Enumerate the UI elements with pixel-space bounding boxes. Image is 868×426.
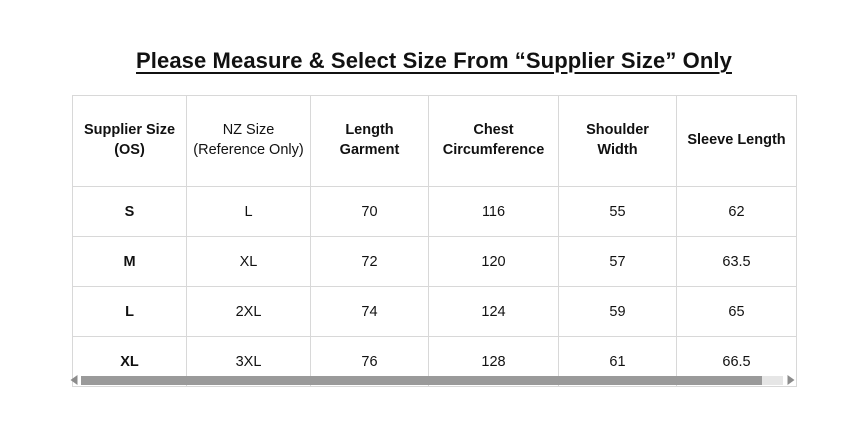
column-header-sleeve-length: Sleeve Length: [677, 96, 797, 187]
scrollbar-thumb[interactable]: [81, 376, 762, 385]
column-header-length-garment: Length Garment: [311, 96, 429, 187]
cell-nz-size: 2XL: [187, 287, 311, 337]
scroll-right-arrow-icon[interactable]: [785, 375, 796, 386]
cell-sleeve-length: 63.5: [677, 237, 797, 287]
cell-chest-circumference: 124: [429, 287, 559, 337]
size-table: [72, 95, 797, 387]
cell-chest-circumference: 116: [429, 187, 559, 237]
scrollbar-track[interactable]: [81, 376, 783, 385]
table-row: [73, 287, 797, 337]
cell-nz-size: L: [187, 187, 311, 237]
column-header-nz-size: NZ Size (Reference Only): [187, 96, 311, 187]
page-title: [0, 48, 868, 74]
cell-length-garment: 74: [311, 287, 429, 337]
page-title-text: Please Measure & Select Size From “Supplier Size” Only: [136, 48, 732, 73]
cell-shoulder-width: 55: [559, 187, 677, 237]
table-header: [73, 96, 797, 187]
cell-length-garment: 76: [311, 337, 429, 387]
table-body: [73, 187, 797, 387]
cell-nz-size: XL: [187, 237, 311, 287]
table-header-row: [73, 96, 797, 187]
cell-chest-circumference: 128: [429, 337, 559, 387]
cell-nz-size: 3XL: [187, 337, 311, 387]
cell-sleeve-length: 65: [677, 287, 797, 337]
cell-sleeve-length: 62: [677, 187, 797, 237]
size-table-container: [72, 95, 796, 387]
table-row: [73, 237, 797, 287]
horizontal-scrollbar[interactable]: [68, 374, 796, 386]
cell-supplier-size: XL: [73, 337, 187, 387]
table-row: [73, 187, 797, 237]
cell-sleeve-length: 66.5: [677, 337, 797, 387]
cell-supplier-size: L: [73, 287, 187, 337]
cell-chest-circumference: 120: [429, 237, 559, 287]
column-header-shoulder-width: Shoulder Width: [559, 96, 677, 187]
cell-shoulder-width: 59: [559, 287, 677, 337]
cell-shoulder-width: 61: [559, 337, 677, 387]
column-header-supplier-size: Supplier Size (OS): [73, 96, 187, 187]
cell-shoulder-width: 57: [559, 237, 677, 287]
cell-length-garment: 72: [311, 237, 429, 287]
scroll-left-arrow-icon[interactable]: [68, 375, 79, 386]
cell-length-garment: 70: [311, 187, 429, 237]
cell-supplier-size: S: [73, 187, 187, 237]
cell-supplier-size: M: [73, 237, 187, 287]
column-header-chest-circumference: Chest Circumference: [429, 96, 559, 187]
